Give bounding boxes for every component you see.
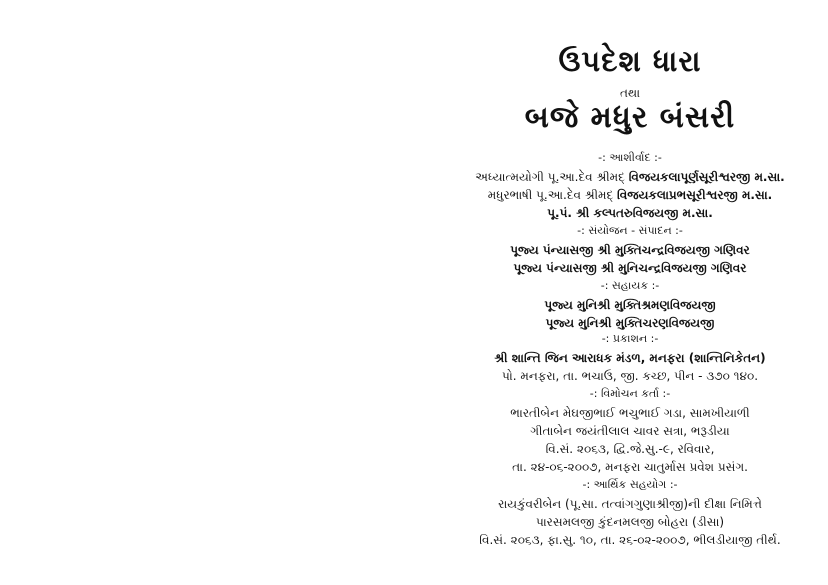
release-line: વિ.સં. ૨૦૬૩, દ્વિ.જે.સુ.-૯, રવિવાર, [545, 442, 715, 456]
blessings-line [432, 204, 828, 222]
blessings-name: વિજયકલાપ્રભસૂરીશ્વરજી મ.સા. [617, 188, 773, 202]
sponsorship-heading: -: આર્થિક સહયોગ :- [582, 478, 678, 491]
assistants-section [432, 278, 828, 332]
sponsorship-section [432, 477, 828, 549]
blessings-line [432, 186, 828, 204]
publisher-name: શ્રી શાન્તિ જિન આરાધક મંડળ, મનફરા (શાન્તિનિકેતન) [494, 351, 766, 365]
assistants-line: પૂજ્ય મુનિશ્રી મુક્તિચરણવિજયજી [545, 316, 715, 330]
blessings-line [432, 168, 828, 186]
sponsorship-line: પારસમલજી કુંદનમલજી બોહરા (ડીસા) [535, 515, 725, 529]
release-heading: -: વિમોચન કર્તા :- [589, 387, 671, 400]
blessings-section [432, 150, 828, 222]
compilation-line: પૂજ્ય પંન્યાસજી શ્રી મુનિચન્દ્રવિજયજી ગણિવર [513, 261, 747, 275]
assistants-line: પૂજ્ય મુનિશ્રી મુક્તિશ્રમણવિજયજી [544, 298, 716, 312]
sponsorship-line: વિ.સં. ૨૦૬૩, ફા.સુ. ૧૦, તા. ૨૬-૦૨-૨૦૦૭, ભીલડીયાજી તીર્થ. [479, 533, 781, 547]
book-title-primary: ઉપદેશ ધારા [558, 44, 702, 78]
blessings-name: પૂ.પં. શ્રી કલ્પતરુવિજયજી મ.સા. [547, 206, 713, 220]
release-line: ગીતાબેન જયંતીલાલ ચાવર સત્રા, ભરૂડીયા [530, 424, 730, 438]
release-line: ભારતીબેન મેઘજીભાઈ ભચુભાઈ ગડા, સામખીયાળી [510, 406, 750, 420]
title-conjunction: તથા [619, 86, 641, 100]
publication-section [432, 331, 828, 385]
compilation-line: પૂજ્ય પંન્યાસજી શ્રી મુક્તિચન્દ્રવિજયજી ગણિવર [510, 243, 750, 257]
assistants-heading: -: સહાયક :- [600, 279, 660, 292]
release-line: તા. ૨૪-૦૬-૨૦૦૭, મનફરા ચાતુર્માસ પ્રવેશ પ્રસંગ. [512, 460, 748, 474]
blessings-name: વિજયકલાપૂર્ણસૂરીશ્વરજી મ.સા. [628, 170, 785, 184]
publisher-address: પો. મનફરા, તા. ભચાઉ, જી. કચ્છ, પીન - ૩૭૦ ૧૪૦. [501, 369, 759, 383]
publication-heading: -: પ્રકાશન :- [601, 332, 659, 345]
compilation-section [432, 223, 828, 277]
compilation-heading: -: સંયોજન - સંપાદન :- [577, 224, 683, 237]
sponsorship-line: રાયકુંવરીબેન (પૂ.સા. તત્વાંગગુણાશ્રીજી)ની દીક્ષા નિમિત્તે [498, 497, 762, 511]
blessings-heading: -: આશીર્વાદ :- [598, 151, 662, 164]
blessings-prefix: અધ્યાત્મયોગી પૂ.આ.દેવ શ્રીમદ્ [475, 170, 625, 184]
blessings-prefix: મધુરભાષી પૂ.આ.દેવ શ્રીમદ્ [487, 188, 614, 202]
book-title-secondary: બજે મધુર બંસરી [524, 100, 736, 135]
release-section [432, 386, 828, 476]
